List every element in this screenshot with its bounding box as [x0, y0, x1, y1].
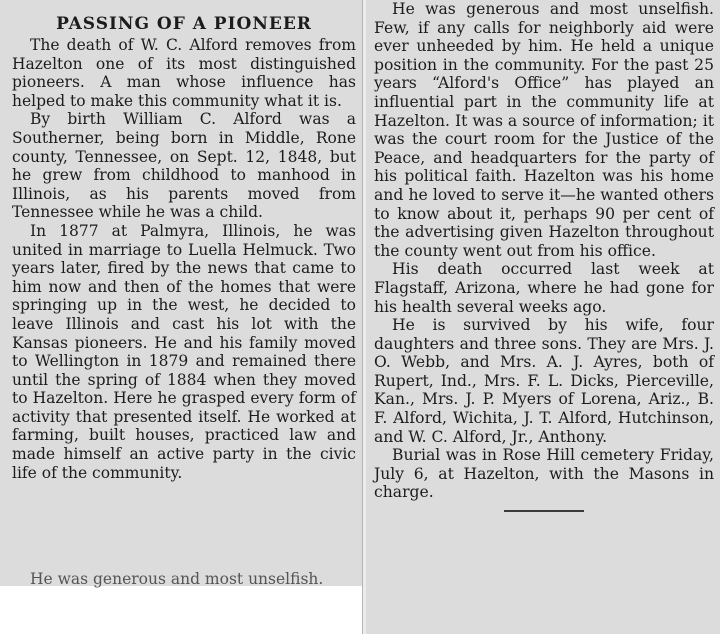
paragraph-birth: By birth William C. Alford was a Southerner, being born in Middle, Rone county, Tennessee, on Sept. 12, 1848, but he grew from childhood to manhood in Illinois, as his parents moved from Tennessee while he was a child. [12, 110, 356, 222]
article-headline: PASSING OF A PIONEER [56, 14, 312, 34]
paragraph-marriage-and-move: In 1877 at Palmyra, Illinois, he was united in marriage to Luella Helmuck. Two years later, fired by the news that came to him now and then of the homes that were springing up in the west, he decided to leave Illinois and cast his lot with the Kansas pioneers. He and his family moved to Wellington in 1879 and remained there until the spring of 1884 when they moved to Hazelton. Here he grasped every form of activity that presented itself. He worked at farming, built houses, practiced law and made himself an active party in the civic life of the community. [12, 221, 356, 482]
paragraph-intro: The death of W. C. Alford removes from Hazelton one of its most distinguished pioneers. A man whose influence has helped to make this community what it is. [12, 36, 356, 110]
end-rule [504, 510, 584, 512]
paragraph-survivors: He is survived by his wife, four daughters and three sons. They are Mrs. J. O. Webb, and Mrs. A. J. Ayres, both of Rupert, Ind., Mrs. F. L. Dicks, Pierceville, Kan., Mrs. J. P. Myers of Lorena, Ariz., B. F. Alford, Wichita, J. T. Alford, Hutchinson, and W. C. Alford, Jr., Anthony. [374, 316, 714, 446]
paragraph-burial: Burial was in Rose Hill cemetery Friday, July 6, at Hazelton, with the Masons in charge. [374, 446, 714, 502]
right-column [366, 0, 720, 634]
paragraph-generosity: He was generous and most unselfish. Few, if any calls for neighborly aid were ever unheeded by him. He held a unique position in the community. For the past 25 years “Alford's Office” has played an influential part in the community life at Hazelton. It was a source of information; it was the court room for the Justice of the Peace, and headquarters for the party of his political faith. Hazelton was his home and he loved to serve it—he wanted others to know about it, perhaps 90 per cent of the advertising given Hazelton throughout the county went out from his office. [374, 0, 714, 260]
cut-off-line-text: He was generous and most unselfish. [30, 570, 324, 588]
paragraph-death: His death occurred last week at Flagstaff, Arizona, where he had gone for his health several weeks ago. [374, 260, 714, 316]
left-column [0, 0, 362, 582]
cut-off-line [0, 570, 362, 588]
